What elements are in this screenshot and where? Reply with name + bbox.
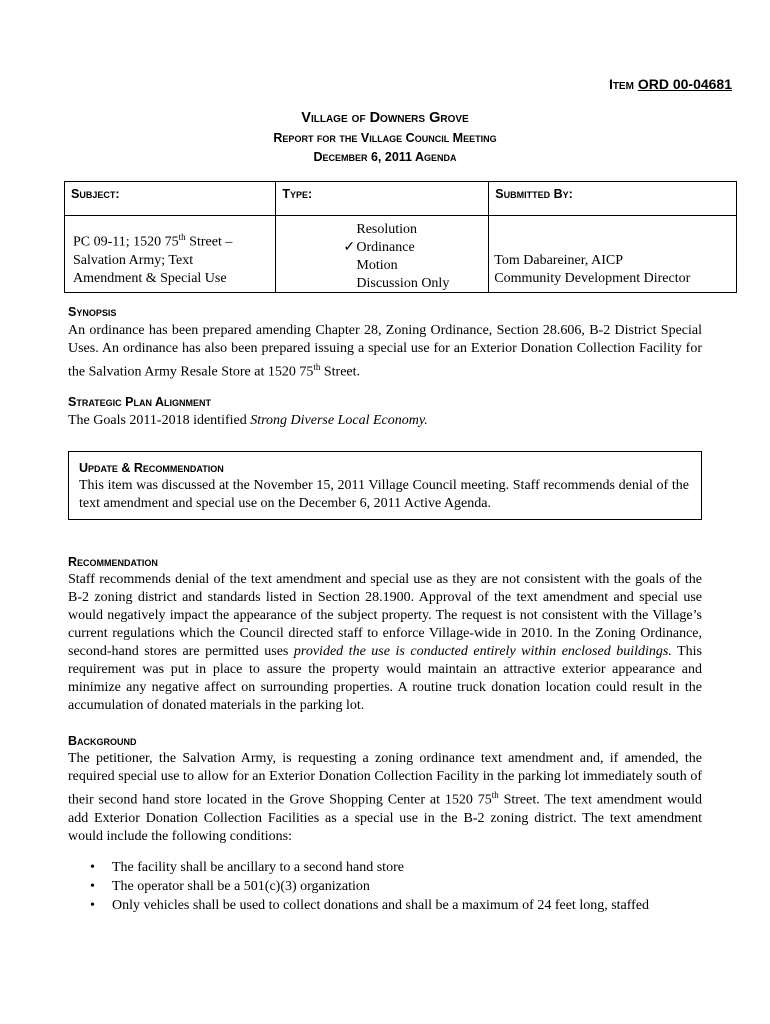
type-label: Type:: [276, 182, 489, 216]
submitter-title: Community Development Director: [494, 271, 691, 286]
item-number-value: ORD 00-04681: [637, 76, 732, 92]
conditions-list: [68, 858, 708, 915]
submitter-name: Tom Dabareiner, AICP: [494, 253, 623, 268]
header-village: Village of Downers Grove: [301, 110, 469, 126]
item-prefix: Item: [608, 76, 638, 92]
checkmark-icon: ✓: [343, 240, 356, 255]
header-report: Report for the Village Council Meeting: [273, 131, 497, 145]
type-ordinance: Ordinance: [356, 240, 415, 255]
update-text: This item was discussed at the November 15, 2011 Village Council meeting. Staff recommends denial of the text amendment and special use on the December 6, 2011 Active Agenda.: [79, 478, 689, 511]
list-item: • The operator shall be a 501(c)(3) organization: [68, 877, 708, 896]
submitter: [494, 252, 690, 288]
update-box: [68, 451, 702, 520]
recommendation-title: Recommendation: [68, 555, 158, 569]
list-item: • The facility shall be ancillary to a second hand store: [68, 858, 708, 877]
header-agenda: December 6, 2011 Agenda: [313, 150, 457, 164]
meta-table: [64, 181, 737, 293]
type-list: [343, 221, 450, 293]
list-item: • Only vehicles shall be used to collect donations and shall be a maximum of 24 feet long, staffed: [68, 896, 708, 915]
recommendation-text: Staff recommends denial of the text amendment and special use as they are not consistent with the goals of the B-2 zoning district and standards listed in Section 28.1900. Approval of the text amendment and special use would negatively impact the appearance of the subject property. The request is not consistent with the Village’s current regulations which the Council directed staff to enforce Village-wide in 2010. In the Zoning Ordinance, second-hand stores are permitted uses provided the use is conducted entirely within enclosed buildings. This requirement was put in place to assure the property would maintain an attractive exterior appearance and minimize any negative affect on surrounding properties. A routine truck donation location could result in the accumulation of donated materials in the parking lot.: [68, 572, 703, 713]
background-text: The petitioner, the Salvation Army, is requesting a zoning ordinance text amendment and, if amended, the required special use to allow for an Exterior Donation Collection Facility in the parking lot immediately south of their second hand store located in the Grove Shopping Center at 1520 75th Street. The text amendment would add Exterior Donation Collection Facilities as a special use in the B-2 zoning district. The text amendment would include the following conditions:: [68, 751, 702, 844]
subject-label: Subject:: [65, 182, 276, 216]
submitted-label: Submitted By:: [489, 182, 737, 216]
update-title: Update & Recommendation: [79, 461, 224, 475]
subject-text: PC 09-11; 1520 75th Street – Salvation Army; Text Amendment & Special Use: [73, 232, 233, 286]
strategic-title: Strategic Plan Alignment: [68, 395, 212, 409]
synopsis-title: Synopsis: [68, 305, 117, 319]
strategic-text: The Goals 2011-2018 identified Strong Diverse Local Economy.: [68, 413, 428, 428]
type-discussion: Discussion Only: [356, 276, 450, 291]
background-title: Background: [68, 734, 137, 748]
type-resolution: Resolution: [356, 222, 418, 237]
synopsis-text: An ordinance has been prepared amending Chapter 28, Zoning Ordinance, Section 28.606, B-2 District Special Uses. An ordinance has also been prepared issuing a special use for an Exterior Donation Collection Facility for the Salvation Army Resale Store at 1520 75th Street.: [68, 323, 702, 380]
submitted-cell: [489, 216, 737, 293]
item-number: [609, 76, 732, 92]
type-motion: Motion: [356, 258, 398, 273]
subject-cell: [65, 216, 276, 293]
type-cell: [276, 216, 489, 293]
